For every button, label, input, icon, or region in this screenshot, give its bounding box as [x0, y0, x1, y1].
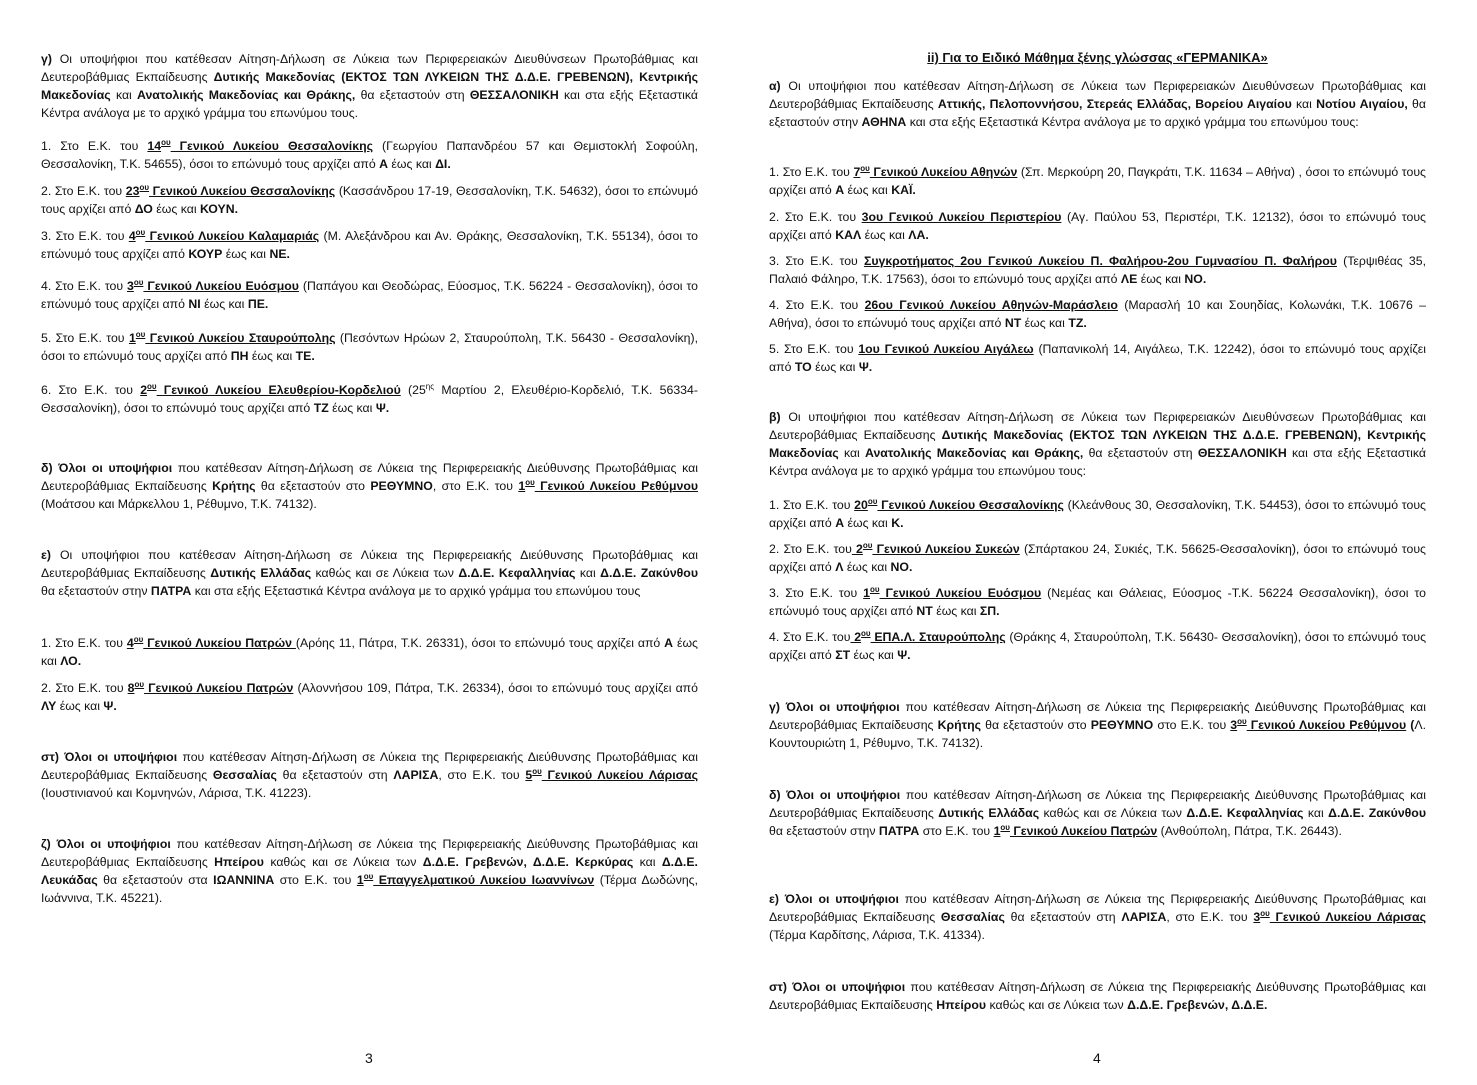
text-run: (Τερψιθέας 35, Παλαιό Φάληρο, Τ.Κ. 17563), όσοι το επώνυμό τους αρχίζει από — [769, 254, 1426, 286]
text-run: Γενικού Λυκείου Θεσσαλονίκης — [149, 184, 336, 198]
text-run: Γενικού Λυκείου Καλαμαριάς — [145, 229, 320, 243]
text-run: ΠΑΤΡΑ — [150, 584, 192, 598]
text-run: 1. Στο Ε.Κ. του — [769, 498, 855, 512]
list-item — [769, 628, 1426, 664]
text-run: ζ) Όλοι οι υποψήφιοι — [41, 837, 171, 851]
text-run: 2 — [851, 542, 863, 556]
text-run: (Παπάγου και Θεοδώρας, Εύοσμος, Τ.Κ. 56224 - Θεσσαλονίκη), όσοι το επώνυμό τους αρχίζει από — [41, 279, 698, 311]
text-run: Ψ. — [858, 360, 873, 374]
text-run: και στα εξής Εξεταστικά Κέντρα ανάλογα με το αρχικό γράμμα του επωνύμου τους. — [41, 88, 698, 120]
text-run: ου — [161, 137, 171, 147]
text-run: ΛΑ. — [908, 228, 929, 242]
text-run: 7 — [853, 165, 861, 179]
text-run: δ) Όλοι οι υποψήφιοι — [41, 461, 173, 475]
list-item — [41, 381, 698, 417]
text-run: θα εξεταστούν στην — [769, 97, 1426, 129]
text-run: (25 — [400, 383, 426, 397]
text-run: ου — [147, 381, 157, 391]
text-run: ΝΟ. — [1184, 272, 1207, 286]
text-run: θα εξεταστούν στην — [769, 824, 879, 838]
text-run: ου — [1260, 908, 1270, 918]
text-run: ΛΟ. — [60, 654, 82, 668]
text-run: (Κλεάνθους 30, Θεσσαλονίκη, Τ.Κ. 54453), όσοι το επώνυμό τους αρχίζει από — [769, 498, 1426, 530]
text-run: 2 — [140, 383, 148, 397]
text-run: 3 — [127, 279, 134, 293]
text-run: ΠΕ. — [247, 297, 269, 311]
text-run: Ανατολικής Μακεδονίας και Θράκης, — [865, 446, 1084, 460]
text-run: καθώς και σε Λύκεια των — [311, 566, 459, 580]
text-run: θα εξεταστούν στη — [355, 88, 470, 102]
text-run: καθώς και σε Λύκεια των — [986, 998, 1128, 1012]
text-run: 2. Στο Ε.Κ. του — [41, 184, 126, 198]
text-run: Δυτικής Ελλάδας — [938, 806, 1040, 820]
text-run: Γενικού Λυκείου Λάρισας — [1269, 910, 1426, 924]
text-run: έως και — [41, 636, 698, 668]
text-run: 4 — [128, 229, 136, 243]
text-run: Δυτικής Μακεδονίας (ΕΚΤΟΣ ΤΩΝ ΛΥΚΕΙΩΝ ΤΗΣ Δ.Δ.Ε. ΓΡΕΒΕΝΩΝ), Κεντρικής Μακεδονίας — [41, 70, 698, 102]
text-run: ΡΕΘΥΜΝΟ — [370, 479, 433, 493]
text-run: Νοτίου Αιγαίου, — [1316, 97, 1408, 111]
text-run: Δ.Δ.Ε. Ζακύνθου — [1328, 806, 1426, 820]
text-run: ΔΙ. — [435, 157, 451, 171]
text-run: Οι υποψήφιοι που κατέθεσαν Αίτηση-Δήλωση σε Λύκεια των Περιφερειακών Διευθύνσεων Πρωτοβάθμιας και Δευτεροβάθμιας Εκπαίδευσης — [769, 410, 1426, 442]
text-run: 5. Στο Ε.Κ. του — [41, 331, 129, 345]
list-item — [769, 540, 1426, 576]
text-run: ΛΑΡΙΣΑ — [393, 768, 439, 782]
text-run: στ) Όλοι οι υποψήφιοι — [41, 750, 178, 764]
text-run: ης — [425, 381, 435, 391]
text-run: (Ανθούπολη, Πάτρα, Τ.Κ. 26443). — [1157, 824, 1342, 838]
text-run: ΚΑΪ. — [891, 183, 916, 197]
text-run: (Γεωργίου Παπανδρέου 57 και Θεμιστοκλή Σοφούλη, Θεσσαλονίκη, Τ.Κ. 54655), όσοι το επώνυμό τους αρχίζει από — [41, 139, 698, 171]
section-a — [769, 77, 1426, 131]
text-run: έως και — [248, 349, 296, 363]
text-run: Γενικού Λυκείου Πατρών — [144, 681, 294, 695]
list-item — [769, 163, 1426, 199]
text-run: στο Ε.Κ. του — [1153, 718, 1231, 732]
text-run: (Τέρμα Δωδώνης, Ιωάννινα, Τ.Κ. 45221). — [41, 873, 699, 905]
text-run: ου — [867, 496, 878, 506]
text-run: α) — [769, 79, 781, 93]
text-run: ΠΗ — [230, 349, 249, 363]
text-run: Γενικού Λυκείου Αθηνών — [869, 165, 1018, 179]
text-run: που κατέθεσαν Αίτηση-Δήλωση σε Λύκεια της Περιφερειακής Διεύθυνσης Πρωτοβάθμιας και Δευτεροβάθμιας Εκπαίδευσης — [41, 461, 698, 493]
list-item — [41, 679, 698, 715]
text-run: Α — [835, 516, 845, 530]
text-run: Γενικού Λυκείου Πατρών — [143, 636, 296, 650]
text-run: 2. Στο Ε.Κ. του — [769, 542, 852, 556]
list-item — [41, 634, 698, 670]
text-run: έως και — [1137, 272, 1185, 286]
text-run: ΑΘΗΝΑ — [861, 115, 907, 129]
text-run: και — [1291, 97, 1317, 111]
text-run: που κατέθεσαν Αίτηση-Δήλωση σε Λύκεια της Περιφερειακής Διεύθυνσης Πρωτοβάθμιας και Δευτεροβάθμιας Εκπαίδευσης — [769, 892, 1426, 924]
text-run: Γενικού Λυκείου Ελευθερίου-Κορδελιού — [156, 383, 401, 397]
text-run: ΛΥ — [41, 699, 57, 713]
text-run: , στο Ε.Κ. του — [432, 479, 519, 493]
text-run: που κατέθεσαν Αίτηση-Δήλωση σε Λύκεια της Περιφερειακής Διεύθυνσης Πρωτοβάθμιας και Δευτεροβάθμιας Εκπαίδευσης — [769, 700, 1426, 732]
text-run: και στα εξής Εξεταστικά Κέντρα ανάλογα με το αρχικό γράμμα του επωνύμου τους: — [906, 115, 1359, 129]
text-run: (Μοάτσου και Μάρκελλου 1, Ρέθυμνο, Τ.Κ. 74132). — [41, 497, 317, 511]
text-run: θα εξεταστούν στη — [1083, 446, 1198, 460]
text-run: ου — [861, 628, 871, 638]
text-run: (Ιουστινιανού και Κομνηνών, Λάρισα, Τ.Κ. 41223). — [41, 786, 312, 800]
text-run: ου — [532, 766, 542, 776]
text-run: 1 — [518, 479, 526, 493]
text-run: και — [838, 446, 866, 460]
text-run: 3 — [1230, 718, 1238, 732]
text-run: 2. Στο Ε.Κ. του — [769, 210, 862, 224]
text-run: Α — [835, 183, 845, 197]
text-run: ΘΕΣΣΑΛΟΝΙΚΗ — [469, 88, 559, 102]
text-run: Δ.Δ.Ε. Κεφαλληνίας — [1186, 806, 1304, 820]
text-run: ΚΟΥΡ — [188, 247, 223, 261]
text-run: ΣΠ. — [979, 604, 1000, 618]
text-run: ου — [363, 871, 374, 881]
section-d — [41, 459, 698, 513]
text-run: ΤΕ. — [295, 349, 315, 363]
text-run: έως και — [222, 247, 270, 261]
text-run: (Θράκης 4, Σταυρούπολη, Τ.Κ. 56430- Θεσσαλονίκη), όσοι το επώνυμό τους αρχίζει από — [769, 630, 1427, 662]
list-item — [769, 208, 1426, 244]
text-run: Ηπείρου — [936, 998, 987, 1012]
text-run: 3. Στο Ε.Κ. του — [769, 254, 864, 268]
text-run: θα εξεταστούν στη — [1004, 910, 1122, 924]
text-run: ου — [525, 477, 535, 487]
text-run: Γενικού Λυκείου Λάρισας — [541, 768, 698, 782]
text-run: ΚΟΥΝ. — [199, 202, 239, 216]
list-item — [769, 252, 1426, 288]
text-run: 1 — [993, 824, 1001, 838]
text-run: Ψ. — [897, 648, 911, 662]
text-run: (Αρόης 11, Πάτρα, Τ.Κ. 26331), όσοι το επώνυμό τους αρχίζει από — [295, 636, 665, 650]
list-item — [41, 329, 698, 365]
text-run: 6. Στο Ε.Κ. του — [41, 383, 141, 397]
text-run: ΝΟ. — [890, 560, 913, 574]
section-e — [41, 546, 698, 600]
text-run: 20 — [854, 498, 868, 512]
text-run: Δυτικής Ελλάδας — [210, 566, 312, 580]
text-run: έως και — [387, 157, 436, 171]
text-run: ΡΕΘΥΜΝΟ — [1090, 718, 1154, 732]
text-run: και — [575, 566, 601, 580]
text-run: που κατέθεσαν Αίτηση-Δήλωση σε Λύκεια της Περιφερειακής Διεύθυνσης Πρωτοβάθμιας και Δευτεροβάθμιας Εκπαίδευσης — [41, 750, 698, 782]
text-run: ΛΕ — [1120, 272, 1138, 286]
text-run: και — [1303, 806, 1329, 820]
text-run: Οι υποψήφιοι που κατέθεσαν Αίτηση-Δήλωση σε Λύκεια της Περιφερειακής Διεύθυνσης Πρωτοβάθμιας και Δευτεροβάθμιας Εκπαίδευσης — [41, 548, 698, 580]
text-run: έως και — [811, 360, 859, 374]
text-run: ου — [1000, 822, 1010, 832]
text-run: στο Ε.Κ. του — [919, 824, 994, 838]
text-run: και στα εξής Εξεταστικά Κέντρα ανάλογα με το αρχικό γράμμα του επωνύμου τους: — [769, 446, 1426, 478]
text-run: ε) — [41, 548, 51, 562]
text-run: Αττικής, Πελοποννήσου, Στερεάς Ελλάδας, Βορείου Αιγαίου — [937, 97, 1292, 111]
text-run: Γενικού Λυκείου Θεσσαλονίκης — [170, 139, 373, 153]
text-run: Οι υποψήφιοι που κατέθεσαν Αίτηση-Δήλωση σε Λύκεια των Περιφερειακών Διευθύνσεων Πρωτοβάθμιας και Δευτεροβάθμιας Εκπαίδευσης — [769, 79, 1426, 111]
text-run: (Μ. Αλεξάνδρου και Αν. Θράκης, Θεσσαλονίκη, Τ.Κ. 55134), όσοι το επώνυμό τους αρχίζει από — [41, 229, 698, 261]
text-run: Δ.Δ.Ε. Γρεβενών, Δ.Δ.Ε. Κερκύρας — [422, 855, 634, 869]
section-rd — [769, 786, 1426, 840]
text-run: Γενικού Λυκείου Σταυρούπολης — [145, 331, 336, 345]
text-run: ΝΕ. — [269, 247, 290, 261]
section-rst — [769, 978, 1426, 1014]
text-run: θα εξεταστούν στη — [276, 768, 394, 782]
text-run: Γενικού Λυκείου Ευόσμου — [143, 279, 299, 293]
list-item — [769, 340, 1426, 376]
text-run: έως και — [861, 228, 909, 242]
text-run: ΠΑΤΡΑ — [878, 824, 920, 838]
section-re — [769, 890, 1426, 944]
text-run: 3. Στο Ε.Κ. του — [769, 586, 864, 600]
text-run: 23 — [125, 184, 140, 198]
text-run: Θεσσαλίας — [940, 910, 1005, 924]
text-run: 3. Στο Ε.Κ. του — [41, 229, 129, 243]
text-run: καθώς και σε Λύκεια των — [263, 855, 423, 869]
text-run: 1ου Γενικού Λυκείου Αιγάλεω — [858, 342, 1034, 356]
text-run: (Αλοννήσου 109, Πάτρα, Τ.Κ. 26334), όσοι το επώνυμό τους αρχίζει από — [293, 681, 698, 695]
text-run: ΝΙ — [188, 297, 201, 311]
text-run: 1. Στο Ε.Κ. του — [41, 636, 127, 650]
list-item — [41, 137, 698, 173]
text-run: στο Ε.Κ. του — [274, 873, 357, 887]
text-run: 1. Στο Ε.Κ. του — [769, 165, 854, 179]
text-run: (Τέρμα Καρδίτσης, Λάρισα, Τ.Κ. 41334). — [769, 928, 985, 942]
text-run: 1 — [128, 331, 136, 345]
text-run: (Μαρασλή 10 και Σουηδίας, Κολωνάκι, Τ.Κ. 10676 – Αθήνα), όσοι το επώνυμό τους αρχίζει από — [769, 298, 1426, 330]
text-run: ΚΑΛ — [835, 228, 862, 242]
text-run: ΤΟ — [794, 360, 812, 374]
text-run: Δυτικής Μακεδονίας (ΕΚΤΟΣ ΤΩΝ ΛΥΚΕΙΩΝ ΤΗΣ Δ.Δ.Ε. ΓΡΕΒΕΝΩΝ), Κεντρικής Μακεδονίας — [769, 428, 1426, 460]
text-run: καθώς και σε Λύκεια των — [1039, 806, 1187, 820]
list-item — [769, 584, 1426, 620]
text-run: έως και — [932, 604, 980, 618]
text-run: ου — [135, 329, 146, 339]
text-run: 4 — [126, 636, 134, 650]
text-run: έως και — [844, 183, 892, 197]
text-run: (Αγ. Παύλου 53, Περιστέρι, Τ.Κ. 12132), όσοι το επώνυμό τους αρχίζει από — [769, 210, 1426, 242]
text-run: ΤΖ. — [1068, 316, 1087, 330]
text-run: έως και — [844, 516, 892, 530]
text-run: και — [110, 88, 138, 102]
page-number: 4 — [1093, 1050, 1101, 1066]
text-run: θα εξεταστούν στην — [41, 584, 151, 598]
text-run: Δ.Δ.Ε. Ζακύνθου — [600, 566, 698, 580]
text-run: έως και — [850, 648, 898, 662]
text-run: Δ.Δ.Ε. Λευκάδας — [41, 855, 698, 887]
text-run: δ) Όλοι οι υποψήφιοι — [769, 788, 901, 802]
text-run: ΔΟ — [134, 202, 153, 216]
page-left — [41, 0, 698, 1085]
section-rg — [769, 698, 1426, 752]
text-run: Δ.Δ.Ε. Γρεβενών, Δ.Δ.Ε. — [1127, 998, 1268, 1012]
text-run: Ψ. — [103, 699, 117, 713]
text-run: Θεσσαλίας — [212, 768, 277, 782]
text-run: 8 — [127, 681, 135, 695]
text-run: και στα εξής Εξεταστικά Κέντρα ανάλογα με το αρχικό γράμμα του επωνύμου τους — [191, 584, 641, 598]
text-run: ΤΖ — [313, 401, 329, 415]
text-run: (Νεμέας και Θάλειας, Εύοσμος -Τ.Κ. 56224 Θεσσαλονίκη), όσοι το επώνυμό τους αρχίζει από — [769, 586, 1426, 618]
text-run: ου — [133, 277, 144, 287]
text-run: 4. Στο Ε.Κ. του — [769, 298, 865, 312]
page-number: 3 — [365, 1050, 373, 1066]
text-run: Λ — [835, 560, 844, 574]
text-run: Δ.Δ.Ε. Κεφαλληνίας — [458, 566, 576, 580]
text-run: ου — [869, 584, 880, 594]
text-run: Κρήτης — [937, 718, 981, 732]
section-st — [41, 748, 698, 802]
text-run: Γενικού Λυκείου Ευόσμου — [879, 586, 1042, 600]
text-run: έως και — [152, 202, 200, 216]
text-run: θα εξεταστούν στο — [981, 718, 1091, 732]
text-run: ΕΠΑ.Λ. Σταυρούπολης — [870, 630, 1006, 644]
text-run: (Σπάρτακου 24, Συκιές, Τ.Κ. 56625-Θεσσαλονίκη), όσοι το επώνυμό τους αρχίζει από — [769, 542, 1426, 574]
text-run: Οι υποψήφιοι που κατέθεσαν Αίτηση-Δήλωση σε Λύκεια των Περιφερειακών Διευθύνσεων Πρωτοβάθμιας και Δευτεροβάθμιας Εκπαίδευσης — [41, 52, 698, 84]
text-run: Α — [664, 636, 674, 650]
text-run: και — [633, 855, 662, 869]
text-run: 26ου Γενικού Λυκείου Αθηνών-Μαράσλειο — [864, 298, 1118, 312]
text-run: 3ου Γενικού Λυκείου Περιστερίου — [861, 210, 1062, 224]
text-run: Κρήτης — [212, 479, 256, 493]
text-run: 1 — [863, 586, 870, 600]
text-run: που κατέθεσαν Αίτηση-Δήλωση σε Λύκεια της Περιφερειακής Διεύθυνσης Πρωτοβάθμιας και Δευτεροβάθμιας Εκπαίδευσης — [41, 837, 698, 869]
text-run: ου — [1237, 716, 1247, 726]
text-run: ΙΩΑΝΝΙΝΑ — [213, 873, 275, 887]
list-item — [41, 277, 698, 313]
text-run: (Σπ. Μερκούρη 20, Παγκράτι, Τ.Κ. 11634 – Αθήνα) , όσοι το επώνυμό τους αρχίζει από — [769, 165, 1426, 197]
text-run: (Παπανικολή 14, Αιγάλεω, Τ.Κ. 12242), όσοι το επώνυμό τους αρχίζει από — [769, 342, 1426, 374]
text-run: 2 — [850, 630, 862, 644]
text-run: έως και — [1021, 316, 1069, 330]
text-run: Γενικού Λυκείου Ρεθύμνου — [1246, 718, 1407, 732]
text-run: β) — [769, 410, 781, 424]
text-run: έως και — [56, 699, 104, 713]
text-run: 2. Στο Ε.Κ. του — [41, 681, 128, 695]
text-run: ΝΤ — [1004, 316, 1022, 330]
list-item — [41, 182, 698, 218]
list-item — [41, 227, 698, 263]
section-b — [769, 408, 1426, 480]
text-run: 1 — [356, 873, 364, 887]
text-run: στ) Όλοι οι υποψήφιοι — [769, 980, 906, 994]
text-run: Μαρτίου 2, Ελευθέριο-Κορδελιό, Τ.Κ. 56334-Θεσσαλονίκη), όσοι το επώνυμό τους αρχίζει από — [41, 383, 698, 415]
text-run: ου — [139, 182, 150, 192]
text-run: Ψ. — [375, 401, 390, 415]
text-run: ου — [134, 679, 145, 689]
text-run: Α — [379, 157, 388, 171]
text-run: Λ. Κουντουριώτη 1, Ρέθυμνο, Τ.Κ. 74132). — [769, 718, 1427, 750]
text-run: ε) Όλοι οι υποψήφιοι — [769, 892, 899, 906]
text-run: ου — [133, 634, 144, 644]
text-run: Γενικού Λυκείου Θεσσαλονίκης — [877, 498, 1064, 512]
text-run: ΝΤ — [916, 604, 933, 618]
text-run: , στο Ε.Κ. του — [1166, 910, 1254, 924]
section-z — [41, 835, 698, 907]
text-run: έως και — [328, 401, 376, 415]
text-run: ΣΤ — [835, 648, 851, 662]
text-run: Γενικού Λυκείου Πατρών — [1009, 824, 1158, 838]
text-run: 4. Στο Ε.Κ. του — [769, 630, 851, 644]
text-run: γ) — [41, 52, 52, 66]
list-item — [769, 296, 1426, 332]
text-run: έως και — [200, 297, 248, 311]
text-run: (Πεσόντων Ηρώων 2, Σταυρούπολη, Τ.Κ. 56430 - Θεσσαλονίκη), όσοι το επώνυμό τους αρχίζει από — [41, 331, 698, 363]
text-run: ΛΑΡΙΣΑ — [1121, 910, 1167, 924]
text-run: 4. Στο Ε.Κ. του — [41, 279, 127, 293]
text-run: 5 — [525, 768, 533, 782]
text-run: που κατέθεσαν Αίτηση-Δήλωση σε Λύκεια της Περιφερειακής Διεύθυνσης Πρωτοβάθμιας και Δευτεροβάθμιας Εκπαίδευσης — [769, 788, 1426, 820]
text-run: ου — [860, 163, 870, 173]
text-run: έως και — [843, 560, 891, 574]
text-run: θα εξεταστούν στα — [97, 873, 214, 887]
text-run: (Κασσάνδρου 17-19, Θεσσαλονίκη, Τ.Κ. 54632), όσοι το επώνυμό τους αρχίζει από — [41, 184, 698, 216]
text-run: Γενικού Λυκείου Συκεών — [872, 542, 1020, 556]
text-run: , στο Ε.Κ. του — [438, 768, 526, 782]
text-run: Συγκροτήματος 2ου Γενικού Λυκείου Π. Φαλήρου-2ου Γυμνασίου Π. Φαλήρου — [863, 254, 1337, 268]
text-run: ΘΕΣΣΑΛΟΝΙΚΗ — [1197, 446, 1287, 460]
text-run: Επαγγελματικού Λυκείου Ιωαννίνων — [373, 873, 595, 887]
text-run: που κατέθεσαν Αίτηση-Δήλωση σε Λύκεια της Περιφερειακής Διεύθυνσης Πρωτοβάθμιας και Δευτεροβάθμιας Εκπαίδευσης — [769, 980, 1426, 1012]
text-run: 1. Στο Ε.Κ. του — [41, 139, 148, 153]
text-run: Κ. — [891, 516, 904, 530]
text-run: ου — [135, 227, 146, 237]
list-item — [769, 496, 1426, 532]
text-run: Ηπείρου — [214, 855, 264, 869]
text-run: Γενικού Λυκείου Ρεθύμνου — [534, 479, 698, 493]
text-run: 14 — [147, 139, 162, 153]
text-run: γ) Όλοι οι υποψήφιοι — [769, 700, 900, 714]
text-run: θα εξεταστούν στο — [255, 479, 371, 493]
section-g — [41, 50, 698, 122]
text-run: 5. Στο Ε.Κ. του — [769, 342, 859, 356]
text-run: 3 — [1253, 910, 1261, 924]
page-right — [769, 0, 1426, 1085]
text-run: ( — [1406, 718, 1415, 732]
section-title: ii) Για το Ειδικό Μάθημα ξένης γλώσσας «ΓΕΡΜΑΝΙΚΑ» — [927, 50, 1268, 65]
text-run: Ανατολικής Μακεδονίας και Θράκης, — [137, 88, 356, 102]
text-run: ου — [862, 540, 873, 550]
